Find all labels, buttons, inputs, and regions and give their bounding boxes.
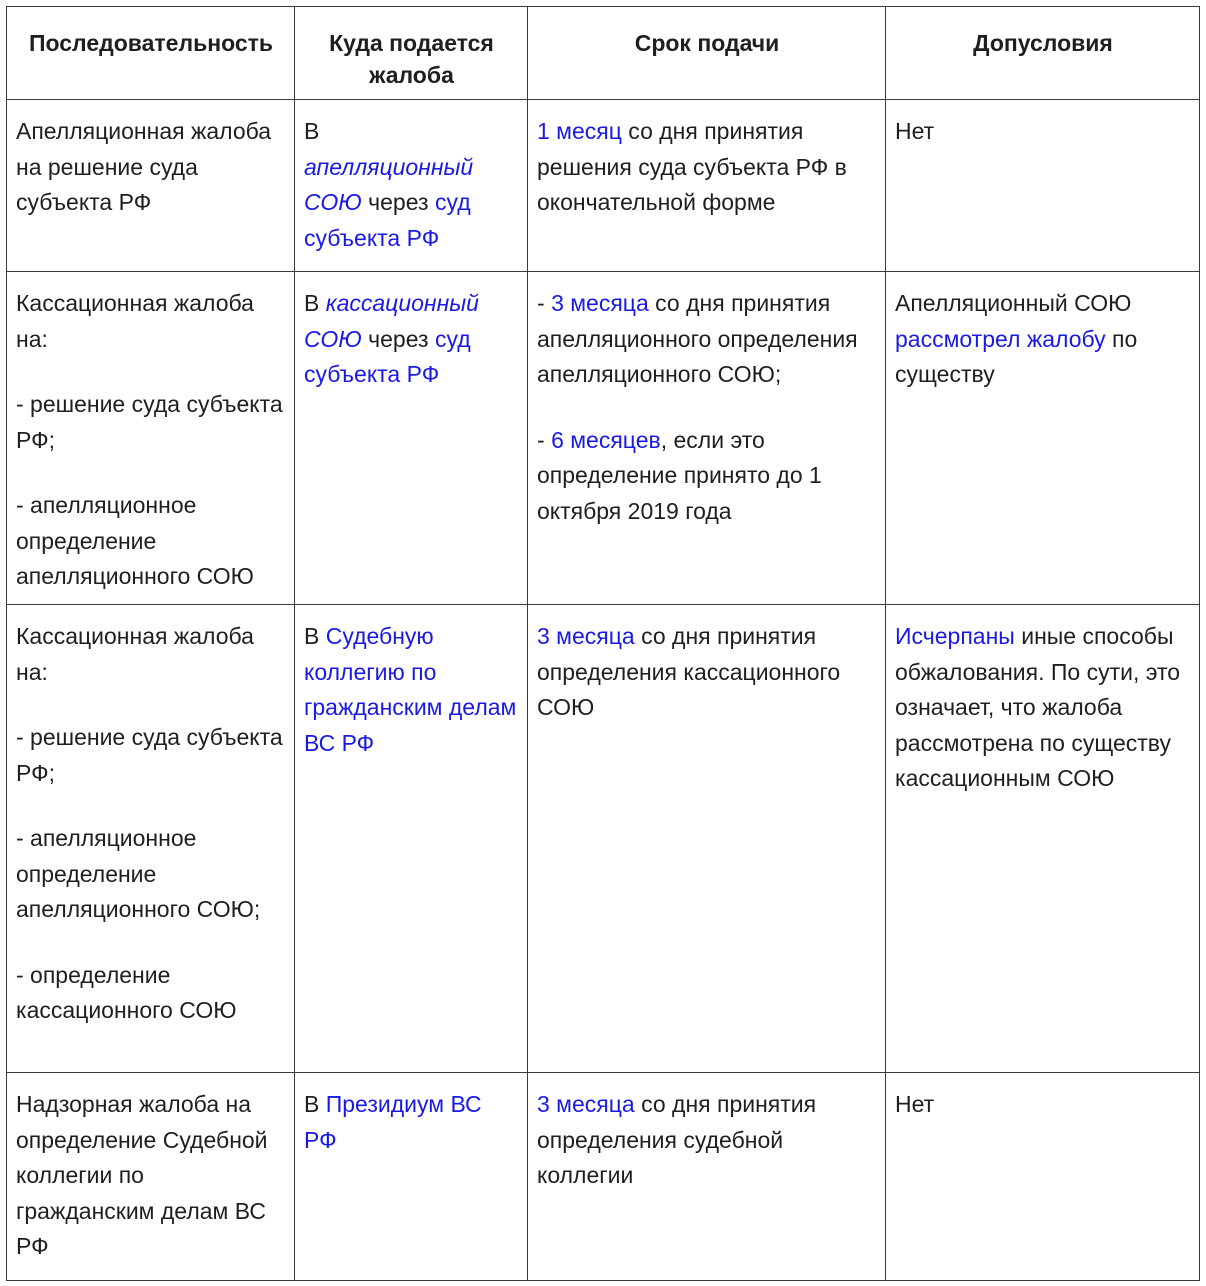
cell-conditions: Нет xyxy=(886,100,1200,272)
cell-where: В кассационный СОЮ через суд субъекта РФ xyxy=(295,272,528,605)
link-regional-court[interactable]: суд субъекта РФ xyxy=(304,325,471,387)
link-presidium[interactable]: Президиум ВС РФ xyxy=(304,1091,482,1153)
document xyxy=(6,6,1200,1281)
cell-term: 1 месяц со дня принятия решения суда субъекта РФ в окончательной форме xyxy=(528,100,886,272)
table-row xyxy=(7,100,1200,272)
link-term[interactable]: 3 месяца xyxy=(537,1091,635,1117)
cell-where: В Судебную коллегию по гражданским делам ВС РФ xyxy=(295,605,528,1073)
cell-conditions: Апелляционный СОЮ рассмотрел жалобу по существу xyxy=(886,272,1200,605)
cell-term: 3 месяца со дня принятия определения кассационного СОЮ xyxy=(528,605,886,1073)
link-term[interactable]: 3 месяца xyxy=(551,290,649,316)
cell-where: В апелляционный СОЮ через суд субъекта РФ xyxy=(295,100,528,272)
cell-sequence: Апелляционная жалоба на решение суда субъекта РФ xyxy=(7,100,295,272)
table-row xyxy=(7,272,1200,605)
table-row xyxy=(7,1073,1200,1281)
cell-sequence: Кассационная жалоба на: - решение суда субъекта РФ; - апелляционное определение апелляционного СОЮ xyxy=(7,272,295,605)
cell-where: В Президиум ВС РФ xyxy=(295,1073,528,1281)
link-regional-court[interactable]: суд субъекта РФ xyxy=(304,189,471,251)
cell-sequence: Кассационная жалоба на: - решение суда субъекта РФ; - апелляционное определение апелляционного СОЮ; - определение кассационного СОЮ xyxy=(7,605,295,1073)
cell-conditions: Исчерпаны иные способы обжалования. По сути, это означает, что жалоба рассмотрена по существу кассационным СОЮ xyxy=(886,605,1200,1073)
link-term[interactable]: 1 месяц xyxy=(537,118,622,144)
cell-conditions: Нет xyxy=(886,1073,1200,1281)
link-judicial-board[interactable]: Судебную коллегию по гражданским делам ВС РФ xyxy=(304,623,517,756)
header-row xyxy=(7,7,1200,100)
link-cassation-court[interactable]: кассационный СОЮ xyxy=(304,290,479,352)
header-term: Срок подачи xyxy=(528,7,886,100)
header-conditions: Допусловия xyxy=(886,7,1200,100)
link-exhausted[interactable]: Исчерпаны xyxy=(895,623,1015,649)
cell-term: 3 месяца со дня принятия определения судебной коллегии xyxy=(528,1073,886,1281)
cell-term: - 3 месяца со дня принятия апелляционного определения апелляционного СОЮ; - 6 месяцев, если это определение принято до 1 октября 2019 года xyxy=(528,272,886,605)
header-where: Куда подается жалоба xyxy=(295,7,528,100)
cell-sequence: Надзорная жалоба на определение Судебной коллегии по гражданским делам ВС РФ xyxy=(7,1073,295,1281)
table-row xyxy=(7,605,1200,1073)
link-considered[interactable]: рассмотрел жалобу xyxy=(895,325,1106,352)
link-appeal-court[interactable]: апелляционный СОЮ xyxy=(304,153,474,215)
link-term[interactable]: 6 месяцев xyxy=(551,426,661,453)
link-term[interactable]: 3 месяца xyxy=(537,623,635,649)
header-sequence: Последовательность xyxy=(7,7,295,100)
appeal-table xyxy=(6,6,1200,1281)
